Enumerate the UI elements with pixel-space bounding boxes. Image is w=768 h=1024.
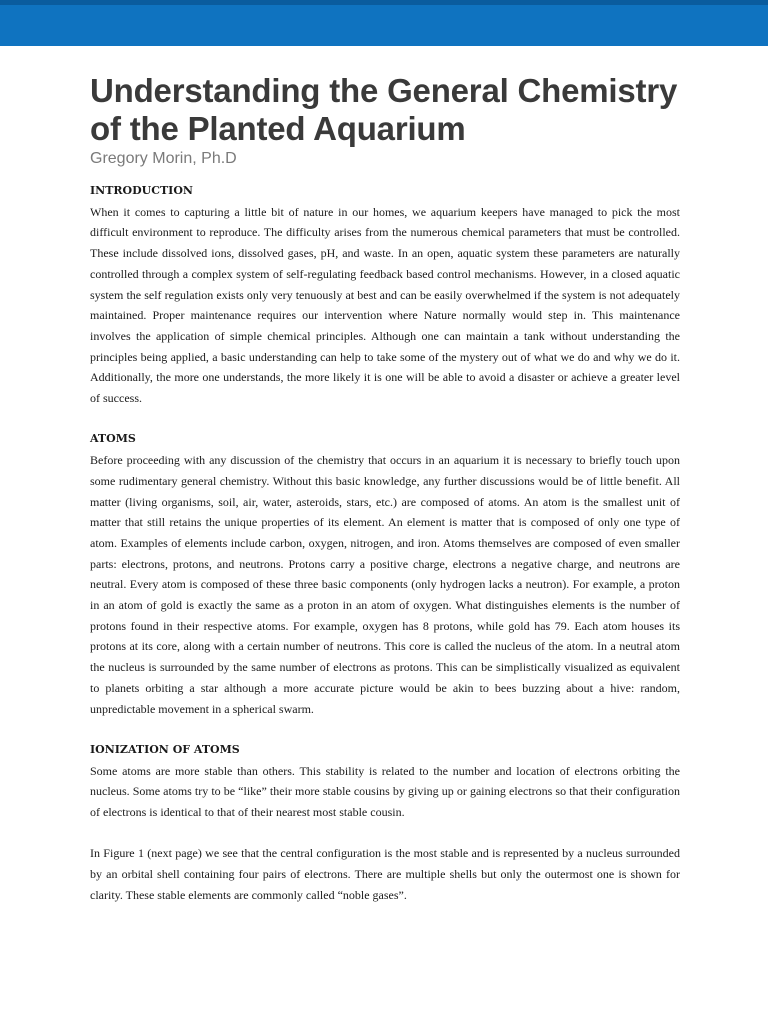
- document-author: Gregory Morin, Ph.D: [90, 150, 237, 167]
- section-heading: IONIZATION OF ATOMS: [90, 742, 240, 756]
- section-introduction: [90, 181, 680, 409]
- paragraph: Before proceeding with any discussion of the chemistry that occurs in an aquarium it is necessary to briefly touch upon some rudimentary general chemistry. Without this basic knowledge, any further discussions would be of little benefit. All matter (living organisms, soil, air, water, asteroids, stars, etc.) are composed of atoms. An atom is the smallest unit of matter that still retains the unique properties of its element. An element is matter that is composed of only one type of atom. Examples of elements include carbon, oxygen, nitrogen, and iron. Atoms themselves are composed of even smaller parts: electrons, protons, and neutrons. Protons carry a positive charge, electrons a negative charge, and neutrons are neutral. Every atom is composed of these three basic components (only hydrogen lacks a neutron). For example, a proton in an atom of gold is exactly the same as a proton in an atom of oxygen. What distinguishes elements is the number of protons found in their respective atoms. For example, oxygen has 8 protons, while gold has 79. Each atom houses its protons at its core, along with a certain number of neutrons. This core is called the nucleus of the atom. In a neutral atom the nucleus is surrounded by the same number of electrons as protons. This can be simplistically visualized as equivalent to planets orbiting a star although a more accurate picture would be akin to bees buzzing about a hive: random, unpredictable movement in a spherical swarm.: [90, 453, 680, 716]
- document-body: [90, 72, 680, 906]
- section-atoms: [90, 429, 680, 719]
- section-heading: INTRODUCTION: [90, 184, 193, 197]
- section-ionization-of-atoms: [90, 740, 680, 906]
- paragraph: Some atoms are more stable than others. This stability is related to the number and location of electrons orbiting the nucleus. Some atoms try to be “like” their more stable cousins by giving up or gaining electrons so that their configuration of electrons is identical to that of their nearest most stable cousin.: [90, 763, 680, 820]
- section-heading: ATOMS: [90, 432, 136, 446]
- paragraph: When it comes to capturing a little bit of nature in our homes, we aquarium keepers have managed to pick the most difficult environment to reproduce. The difficulty arises from the numerous chemical parameters that must be controlled. These include dissolved ions, dissolved gases, pH, and waste. In an open, aquatic system these parameters are naturally controlled through a complex system of self-regulating feedback based control mechanisms. However, in a closed aquatic system the self regulation exists only very tenuously at best and can be easily overwhelmed if the system is not adequately maintained. Proper maintenance requires our intervention where Nature normally would step in. This maintenance involves the application of simple chemical principles. Although one can maintain a tank without understanding the principles being applied, a basic understanding can help to take some of the mystery out of what we do and why we do it. Additionally, the more one understands, the more likely it is one will be able to avoid a disaster or achieve a greater level of success.: [90, 204, 680, 406]
- paragraph: In Figure 1 (next page) we see that the central configuration is the most stable and is represented by a nucleus surrounded by an orbital shell containing four pairs of electrons. There are multiple shells but only the outermost one is shown for clarity. These stable elements are commonly called “noble gases”.: [90, 846, 680, 902]
- header-bar: [0, 0, 768, 46]
- document-title: Understanding the General Chemistry of the Planted Aquarium: [90, 72, 678, 147]
